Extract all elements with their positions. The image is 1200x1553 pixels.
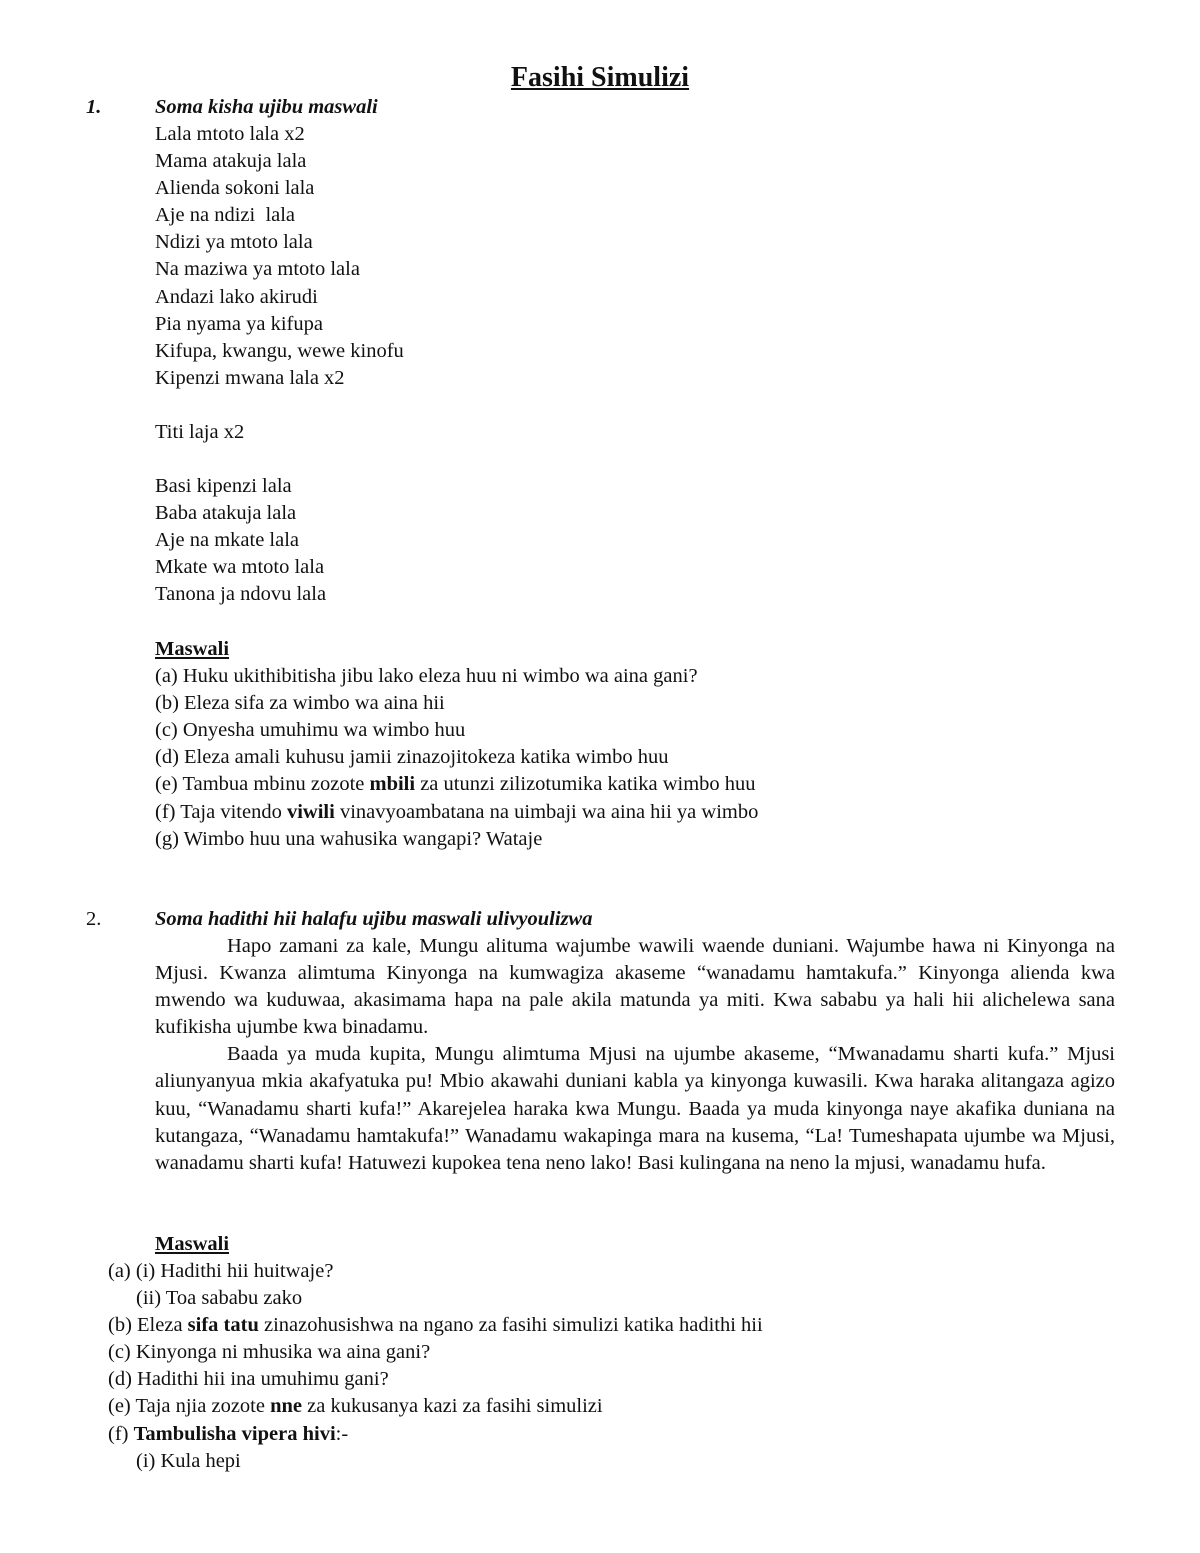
poem-line: Na maziwa ya mtoto lala [155,258,360,281]
question-text: (e) Tambua mbinu zozote [155,773,370,796]
question-1-number: 1. [86,96,102,118]
poem-stanza-2 [155,419,244,446]
poem-line: Basi kipenzi lala [155,475,292,497]
question-item-f [155,799,758,826]
poem-line: Kifupa, kwangu, wewe kinofu [155,339,404,362]
story-paragraph-2: Baada ya muda kupita, Mungu alimtuma Mjusi na ujumbe akaseme, “Mwanadamu sharti kufa.” Mjusi aliunyanyua mkia akafyatuka pu! Mbio akawahi duniani kabla ya kinyonga kuwasili. Kwa haraka alitangaza agizo kuu, “Wanadamu sharti kufa!” Akarejelea haraka kwa Mungu. Baada ya muda kinyonga naye akafika duniana na kutangaza, “Wanadamu hamtakufa!” Wanadamu wakapinga mara na kusema, “La! Tumeshapata ujumbe wa Mjusi, wanadamu sharti kufa! Hatuwezi kupokea tena neno lako! Basi kulingana na neno la mjusi, wanadamu hufa. [155,1043,1115,1174]
poem-line: Andazi lako akirudi [155,285,318,308]
question-item-c: (c) Onyesha umuhimu wa wimbo huu [155,719,466,742]
question-item-b: (b) Eleza sifa za wimbo wa aina hii [155,692,445,715]
question-item-g: (g) Wimbo huu una wahusika wangapi? Wataje [155,827,543,850]
question-1-heading: Soma kisha ujibu maswali [155,96,378,118]
question-item-e [108,1393,763,1420]
question-text: (f) [108,1422,134,1445]
question-text: :- [335,1422,349,1445]
poem-line: Pia nyama ya kifupa [155,312,323,335]
poem-stanza-1 [155,121,404,392]
question-text: (f) Taja vitendo [155,800,287,823]
poem-line: Aje na mkate lala [155,529,300,552]
poem-stanza-3 [155,473,326,608]
question-item-b [108,1312,763,1339]
poem-line: Alienda sokoni lala [155,177,315,200]
question-text: (b) Eleza [108,1314,188,1337]
poem-line: Kipenzi mwana lala x2 [155,366,345,389]
poem-line: Lala mtoto lala x2 [155,123,305,145]
poem-line: Ndizi ya mtoto lala [155,231,313,254]
question-item-c: (c) Kinyonga ni mhusika wa aina gani? [108,1341,431,1364]
document-title: Fasihi Simulizi [510,62,690,93]
question-item-e [155,771,758,798]
question-item-a-ii: (ii) Toa sababu zako [136,1287,303,1310]
question-2-number: 2. [86,908,102,930]
question-item-a: (a) Huku ukithibitisha jibu lako eleza huu ni wimbo wa aina gani? [155,665,698,688]
question-text: (e) Taja njia zozote [108,1395,271,1418]
poem-line: Titi laja x2 [155,421,245,443]
question-item-f [108,1421,763,1448]
question-text: za utunzi zilizotumika katika wimbo huu [415,773,756,796]
question-item-f-i: (i) Kula hepi [136,1449,241,1472]
question-emphasis: mbili [369,773,416,796]
story-text [155,933,1115,1177]
question-emphasis: sifa tatu [187,1314,259,1337]
question-text: za kukusanya kazi za fasihi simulizi [302,1395,603,1418]
poem-line: Mkate wa mtoto lala [155,556,325,579]
poem-line: Mama atakuja lala [155,150,307,173]
question-1-maswali [155,636,758,853]
poem-line: Aje na ndizi lala [155,204,296,227]
question-text: zinazohusishwa na ngano za fasihi simulizi katika hadithi hii [258,1314,763,1337]
poem-line: Tanona ja ndovu lala [155,583,327,606]
question-item-d: (d) Hadithi hii ina umuhimu gani? [108,1368,389,1391]
question-emphasis: viwili [286,800,335,823]
story-paragraph-1: Hapo zamani za kale, Mungu alituma wajumbe wawili waende duniani. Wajumbe hawa ni Kinyonga na Mjusi. Kwanza alimtuma Kinyonga na kumwagiza akaseme “wanadamu hamtakufa.” Kinyonga alienda kwa mwendo wa kuduwaa, akasimama hapa na pale akila matunda ya miti. Kwa sababu ya hali hii alichelewa sana kufikisha ujumbe kwa binadamu. [155,935,1115,1039]
question-emphasis: Tambulisha vipera hivi [133,1422,336,1445]
question-2-maswali-heading-block [155,1231,229,1258]
question-item-d: (d) Eleza amali kuhusu jamii zinazojitokeza katika wimbo huu [155,746,669,769]
question-item-a-i: (a) (i) Hadithi hii huitwaje? [108,1260,334,1282]
maswali-heading: Maswali [155,1233,230,1255]
question-emphasis: nne [270,1395,303,1418]
question-text: vinavyoambatana na uimbaji wa aina hii ya wimbo [334,800,759,823]
question-2-maswali [108,1258,763,1475]
question-2-heading: Soma hadithi hii halafu ujibu maswali ulivyoulizwa [155,908,593,930]
maswali-heading: Maswali [155,638,230,660]
poem-line: Baba atakuja lala [155,502,297,525]
